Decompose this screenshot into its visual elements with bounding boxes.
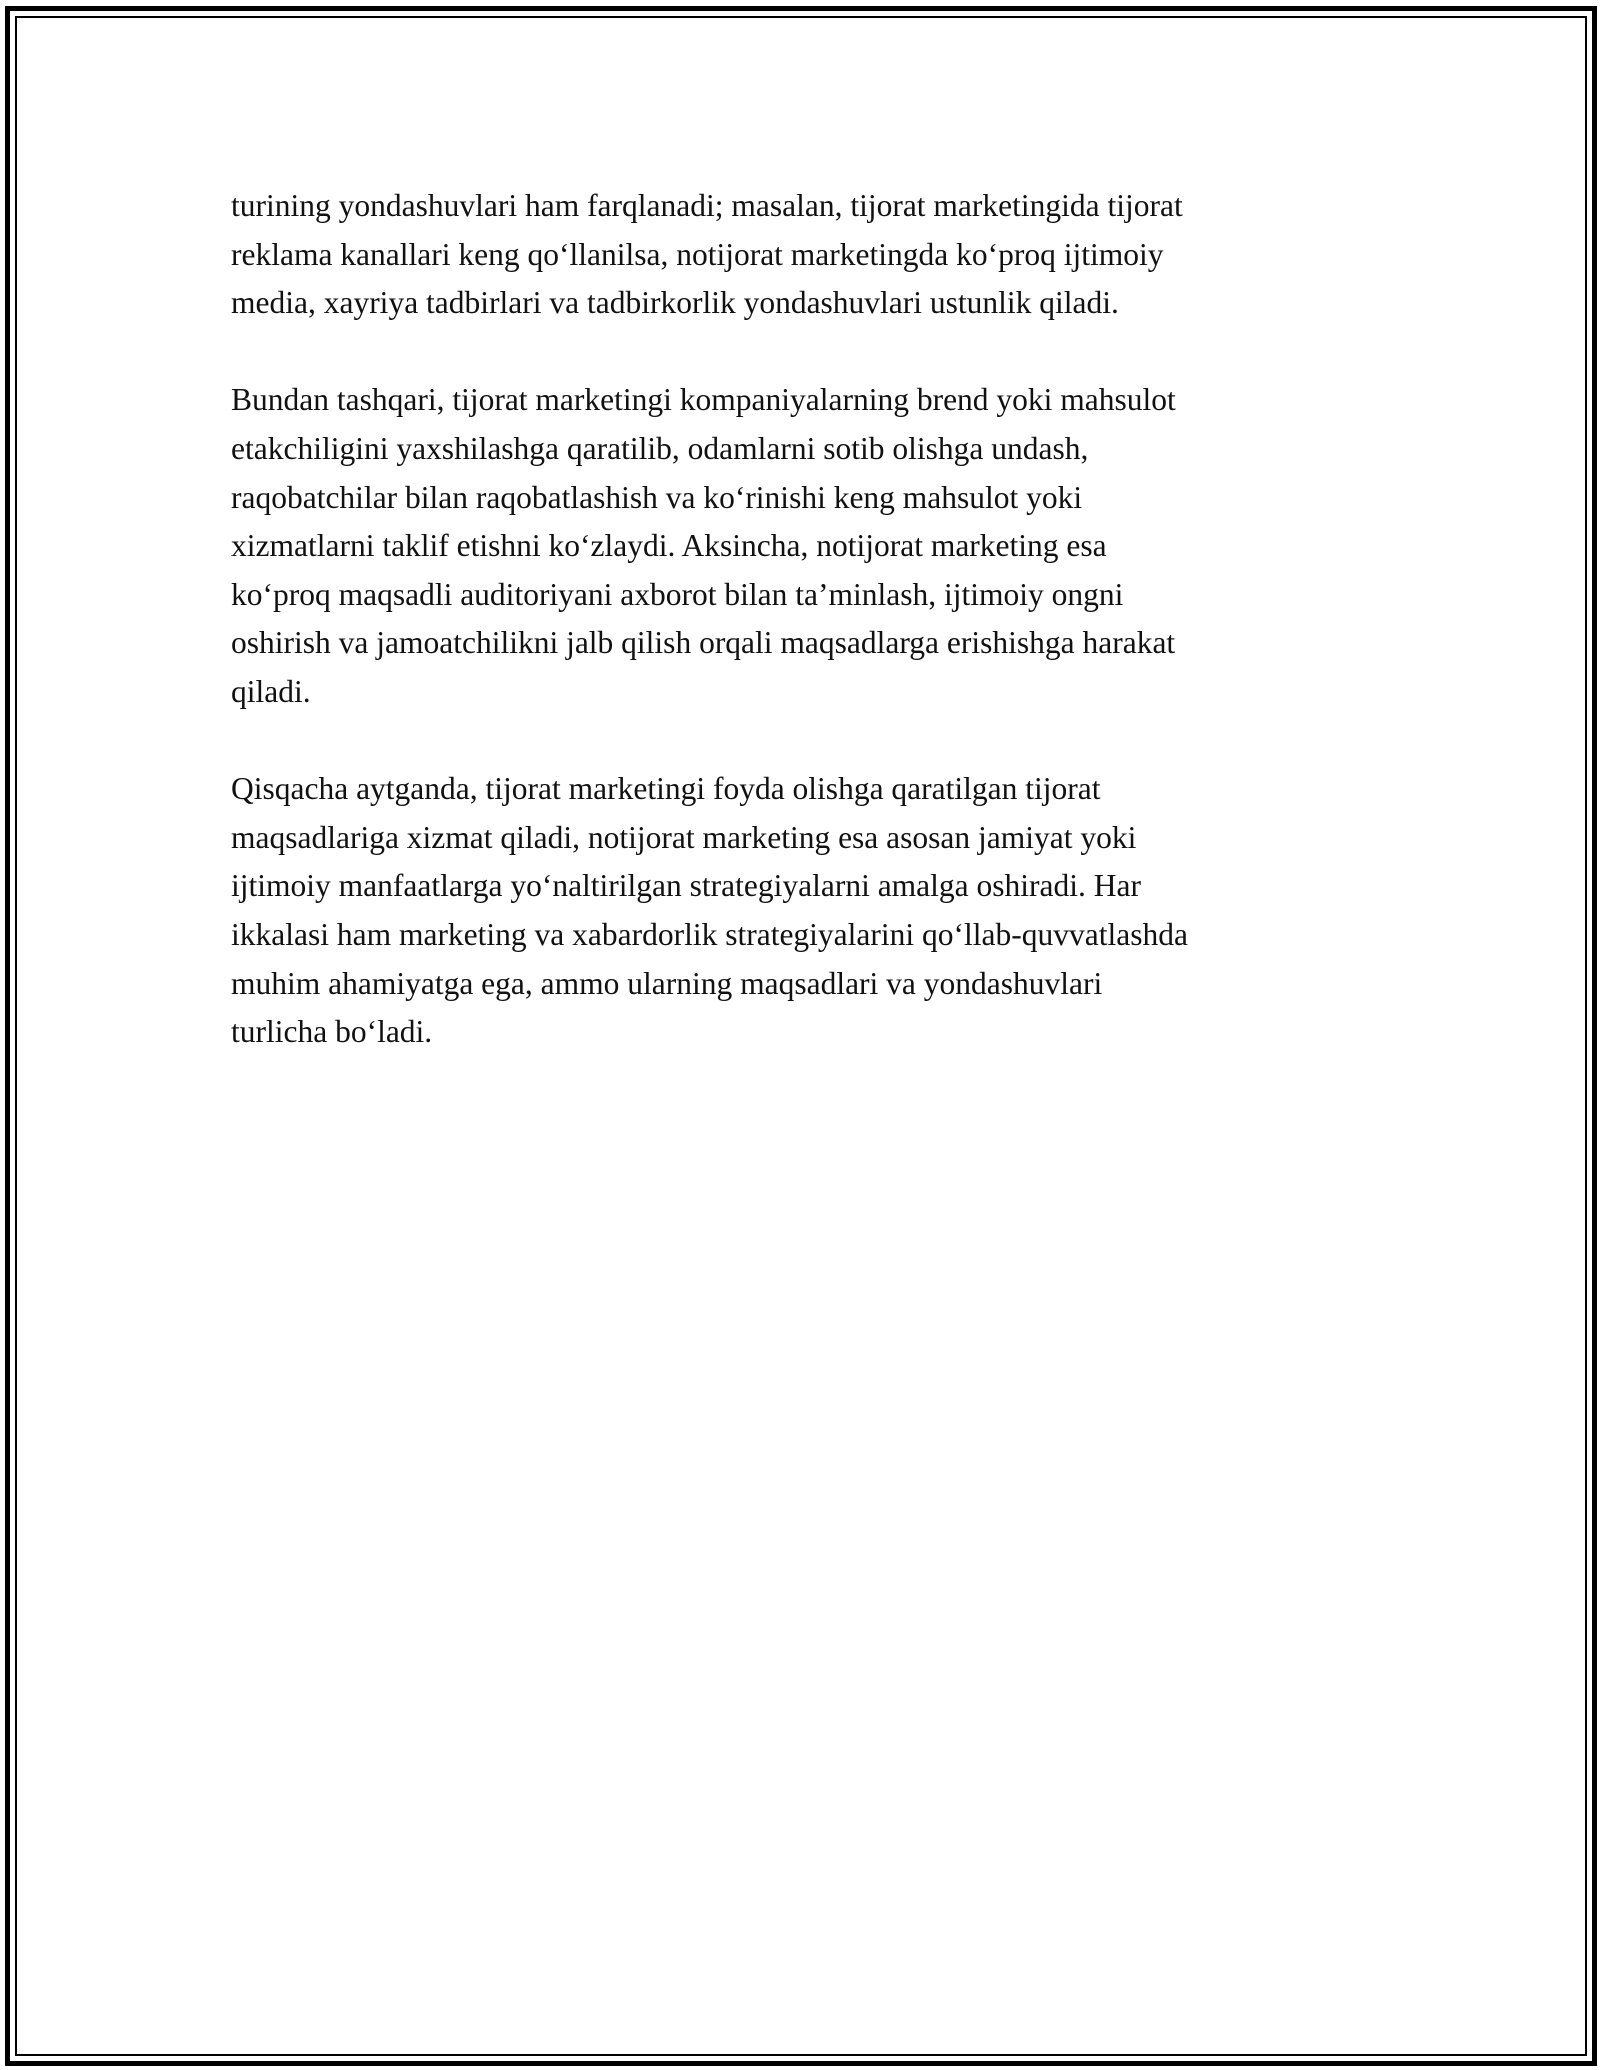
text-line: raqobatchilar bilan raqobatlashish va ko‘rinishi keng mahsulot yoki — [231, 479, 1083, 515]
document-body — [231, 182, 1381, 1105]
text-line: xizmatlarni taklif etishni ko‘zlaydi. Aksincha, notijorat marketing esa — [231, 528, 1107, 564]
text-line: ko‘proq maqsadli auditoriyani axborot bilan ta’minlash, ijtimoiy ongni — [231, 576, 1124, 612]
text-line: qiladi. — [231, 673, 311, 709]
text-line: ijtimoiy manfaatlarga yo‘naltirilgan strategiyalarni amalga oshiradi. Har — [231, 868, 1141, 904]
text-line: media, xayriya tadbirlari va tadbirkorlik yondashuvlari ustunlik qiladi. — [231, 285, 1119, 321]
text-line: Bundan tashqari, tijorat marketingi kompaniyalarning brend yoki mahsulot — [231, 382, 1176, 418]
text-line: reklama kanallari keng qo‘llanilsa, notijorat marketingda ko‘proq ijtimoiy — [231, 236, 1164, 272]
text-line: ikkalasi ham marketing va xabardorlik strategiyalarini qo‘llab-quvvatlashda — [231, 916, 1188, 952]
text-line: turlicha bo‘ladi. — [231, 1014, 433, 1050]
text-line: oshirish va jamoatchilikni jalb qilish orqali maqsadlarga erishishga harakat — [231, 625, 1176, 661]
paragraph-2 — [231, 376, 1381, 716]
text-line: muhim ahamiyatga ega, ammo ularning maqsadlari va yondashuvlari — [231, 965, 1103, 1001]
text-line: turining yondashuvlari ham farqlanadi; masalan, tijorat marketingida tijorat — [231, 188, 1183, 223]
text-line: Qisqacha aytganda, tijorat marketingi foyda olishga qaratilgan tijorat — [231, 771, 1101, 807]
text-line: etakchiligini yaxshilashga qaratilib, odamlarni sotib olishga undash, — [231, 430, 1089, 466]
paragraph-3 — [231, 765, 1381, 1057]
text-line: maqsadlariga xizmat qiladi, notijorat marketing esa asosan jamiyat yoki — [231, 819, 1137, 855]
paragraph-1 — [231, 182, 1381, 328]
